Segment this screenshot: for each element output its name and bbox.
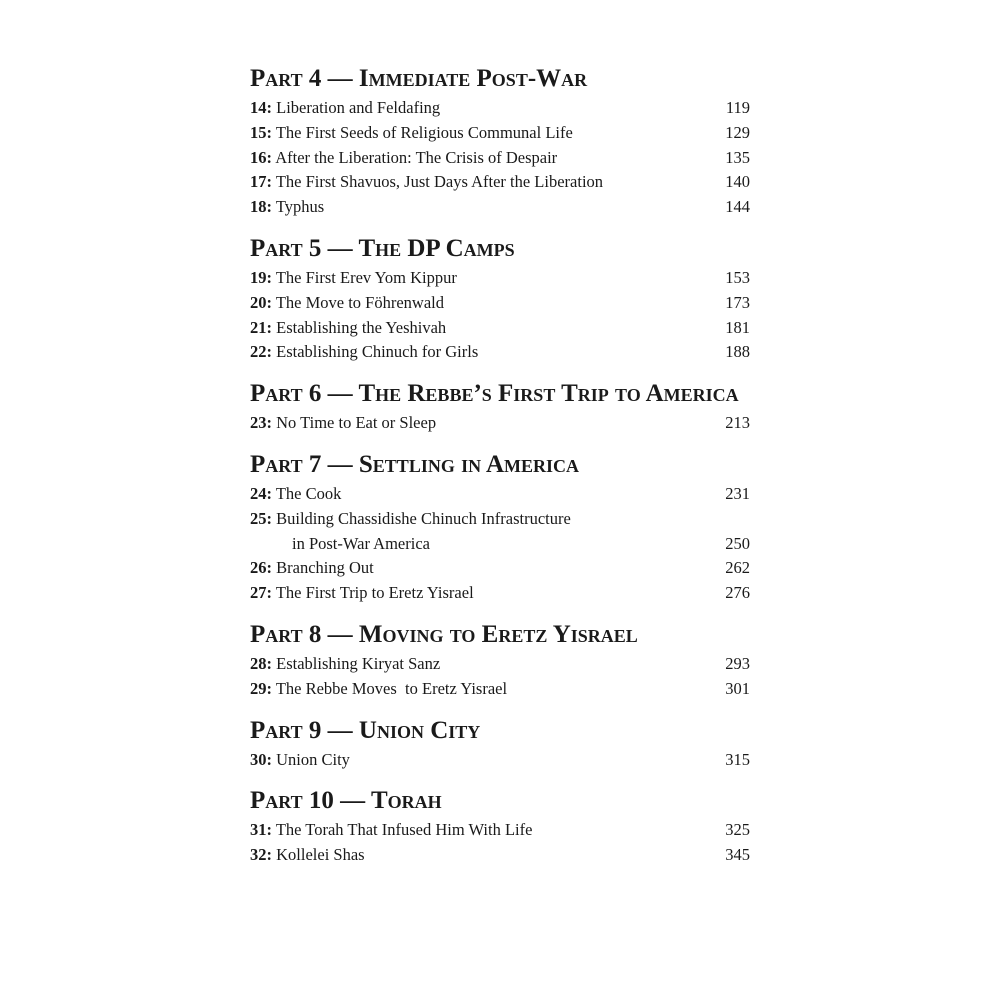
chapter-title-text: After the Liberation: The Crisis of Despair [275,147,558,167]
page-number: 325 [725,820,750,840]
chapter-number: 26: [250,558,272,578]
chapter-title [250,581,474,606]
chapter-title-text: Typhus [275,197,325,217]
chapter-title-text: The Move to Föhrenwald [275,292,445,312]
chapter-number: 20: [250,292,272,312]
part-9-section [250,714,750,773]
chapter-number: 27: [250,583,272,603]
chapter-entry[interactable] [250,146,750,171]
page-number: 345 [725,845,750,865]
chapter-number: 28: [250,653,272,673]
chapter-title-text: Union City [276,749,350,769]
chapter-title-text: The Cook [275,483,342,503]
chapter-entry[interactable] [250,652,750,677]
chapter-entry[interactable] [250,677,750,702]
chapter-entry[interactable] [250,507,750,557]
chapter-entry[interactable] [250,96,750,121]
part-heading: Part 4 — Immediate Post-War [250,65,588,92]
chapter-title-text: Branching Out [276,558,374,578]
chapter-title-continuation: in Post-War America [292,533,430,553]
page-number: 140 [725,172,750,192]
page-number: 262 [725,558,750,578]
chapter-title [250,482,341,507]
chapter-title [250,556,374,581]
part-heading: Part 6 — The Rebbe’s First Trip to America [250,380,739,408]
chapter-entry[interactable] [250,291,750,316]
chapter-title [250,507,571,557]
chapter-title [250,316,446,341]
chapter-entry[interactable] [250,843,750,868]
chapter-entry[interactable] [250,170,750,195]
page-number: 181 [725,317,750,337]
chapter-number: 29: [250,678,272,698]
page-number: 135 [725,147,750,167]
page-number: 188 [725,342,750,362]
chapter-title-text: The First Erev Yom Kippur [275,267,457,287]
chapter-number: 17: [250,172,272,192]
chapter-title-text: No Time to Eat or Sleep [276,413,437,433]
chapter-number: 16: [250,147,272,167]
chapter-title-text: The First Seeds of Religious Communal Life [275,122,573,142]
chapter-number: 25: [250,508,272,528]
chapter-number: 21: [250,317,272,337]
chapter-list [250,411,750,436]
chapter-title [250,291,444,316]
chapter-list [250,748,750,773]
page-number: 293 [725,653,750,673]
page-number: 213 [725,413,750,433]
part-8-section [250,618,750,702]
chapter-title-text: Liberation and Feldafing [276,98,441,117]
chapter-entry[interactable] [250,411,750,436]
chapter-entry[interactable] [250,482,750,507]
chapter-entry[interactable] [250,195,750,220]
part-6-section [250,377,750,436]
chapter-title [250,748,350,773]
chapter-title-text: The Rebbe Moves to Eretz Yisrael [275,678,508,698]
part-heading: Part 7 — Settling in America [250,450,579,478]
chapter-title-text: The Torah That Infused Him With Life [275,820,533,840]
chapter-number: 19: [250,267,272,287]
chapter-title-text: Kollelei Shas [276,845,365,865]
chapter-number: 23: [250,413,272,433]
chapter-title [250,340,478,365]
chapter-number: 15: [250,122,272,142]
part-5-section [250,232,750,365]
part-heading: Part 8 — Moving to Eretz Yisrael [250,620,638,648]
chapter-list [250,482,750,606]
chapter-title-text: Building Chassidishe Chinuch Infrastructure [276,508,571,528]
chapter-title-text: Establishing the Yeshivah [276,317,447,337]
chapter-number: 24: [250,483,272,503]
part-10-section [250,784,750,868]
chapter-title-text: The First Shavuos, Just Days After the Liberation [275,172,604,192]
chapter-title [250,652,440,677]
chapter-entry[interactable] [250,748,750,773]
chapter-entry[interactable] [250,266,750,291]
part-heading: Part 10 — Torah [250,787,442,815]
chapter-title [250,411,436,436]
chapter-number: 18: [250,197,272,217]
part-heading: Part 9 — Union City [250,716,481,744]
chapter-title-text: The First Trip to Eretz Yisrael [275,583,474,603]
page-number: 129 [725,122,750,142]
chapter-title [250,170,603,195]
page-number: 144 [725,197,750,217]
chapter-title-text: Establishing Chinuch for Girls [276,342,479,362]
chapter-number: 30: [250,749,272,769]
page-number: 301 [725,678,750,698]
chapter-title [250,677,507,702]
chapter-entry[interactable] [250,340,750,365]
chapter-entry[interactable] [250,556,750,581]
chapter-title [250,843,365,868]
chapter-entry[interactable] [250,818,750,843]
part-7-section [250,448,750,606]
page-number: 153 [725,267,750,287]
chapter-title [250,146,557,171]
chapter-list [250,96,750,220]
chapter-entry[interactable] [250,121,750,146]
chapter-list [250,652,750,702]
chapter-entry[interactable] [250,316,750,341]
chapter-number: 32: [250,845,272,865]
chapter-number: 22: [250,342,272,362]
table-of-contents [250,62,750,880]
chapter-number: 14: [250,98,272,117]
page-number: 173 [725,292,750,312]
page-number: 250 [725,533,750,553]
chapter-title-text: Establishing Kiryat Sanz [276,653,441,673]
part-4-section [250,62,750,220]
chapter-title [250,266,457,291]
chapter-title [250,121,573,146]
chapter-list [250,818,750,868]
part-heading: Part 5 — The DP Camps [250,234,515,262]
chapter-title [250,96,440,121]
chapter-title [250,195,324,220]
page-number: 315 [725,749,750,769]
chapter-number: 31: [250,820,272,840]
page-number: 276 [725,583,750,603]
chapter-title [250,818,532,843]
page-number: 119 [725,98,750,117]
chapter-list [250,266,750,365]
chapter-entry[interactable] [250,581,750,606]
page-number: 231 [725,483,750,503]
